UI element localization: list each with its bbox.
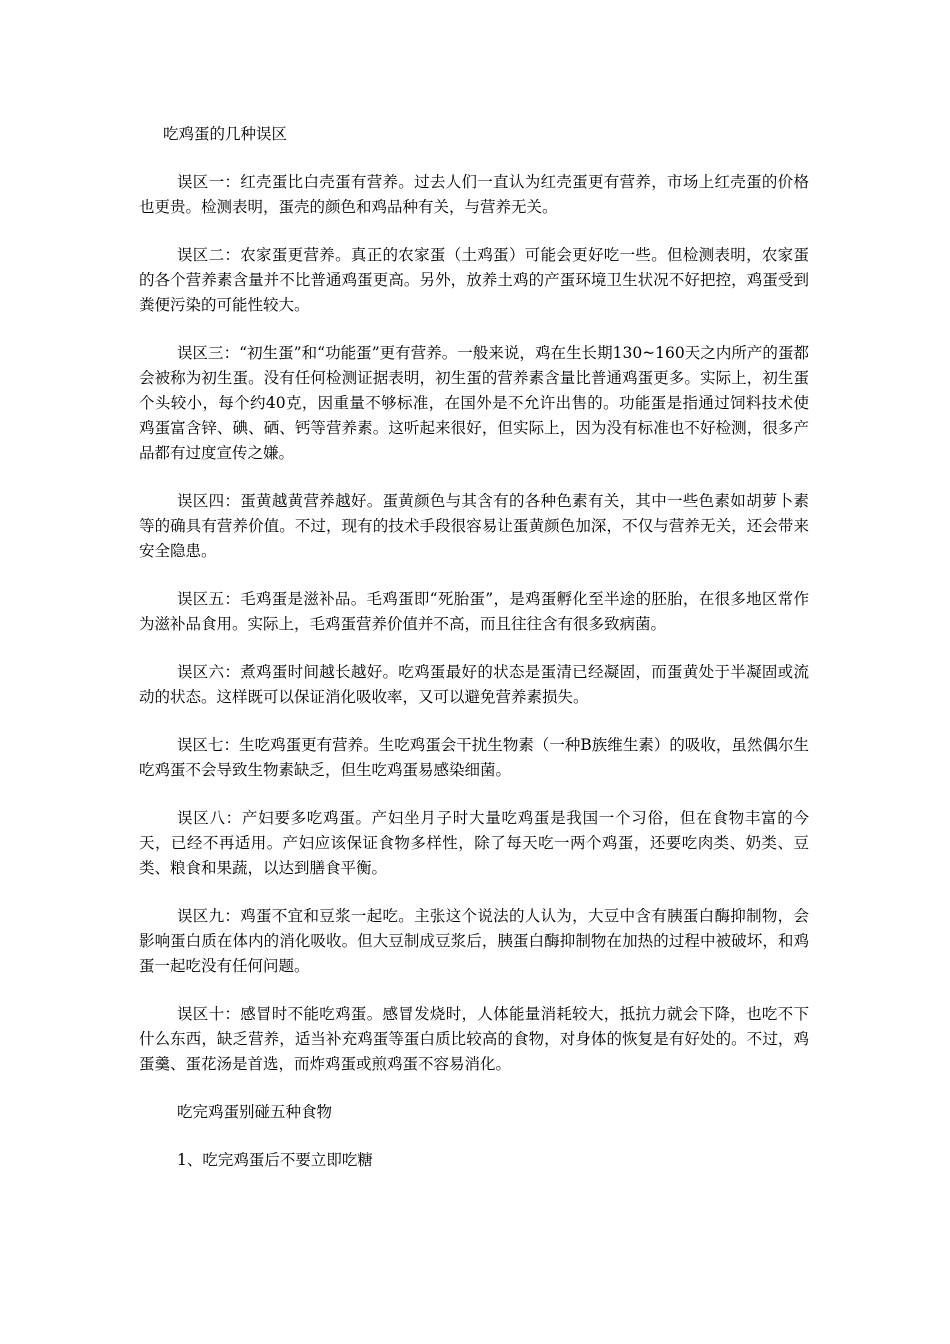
document-page <box>139 122 809 1196</box>
paragraph-myth-6: 误区六：煮鸡蛋时间越长越好。吃鸡蛋最好的状态是蛋清已经凝固，而蛋黄处于半凝固或流动的状态。这样既可以保证消化吸收率，又可以避免营养素损失。 <box>139 663 809 706</box>
paragraph-myth-10: 误区十：感冒时不能吃鸡蛋。感冒发烧时，人体能量消耗较大，抵抗力就会下降，也吃不下什么东西，缺乏营养，适当补充鸡蛋等蛋白质比较高的食物，对身体的恢复是有好处的。不过，鸡蛋羹、蛋花汤是首选，而炸鸡蛋或煎鸡蛋不容易消化。 <box>139 1005 809 1073</box>
paragraph-myth-2: 误区二：农家蛋更营养。真正的农家蛋（土鸡蛋）可能会更好吃一些。但检测表明，农家蛋的各个营养素含量并不比普通鸡蛋更高。另外，放养土鸡的产蛋环境卫生状况不好把控，鸡蛋受到粪便污染的可能性较大。 <box>139 246 809 314</box>
list-item: 1、吃完鸡蛋后不要立即吃糖 <box>177 1151 373 1169</box>
paragraph-myth-7: 误区七：生吃鸡蛋更有营养。生吃鸡蛋会干扰生物素（一种B族维生素）的吸收，虽然偶尔生吃鸡蛋不会导致生物素缺乏，但生吃鸡蛋易感染细菌。 <box>139 736 809 779</box>
paragraph-myth-4: 误区四：蛋黄越黄营养越好。蛋黄颜色与其含有的各种色素有关，其中一些色素如胡萝卜素等的确具有营养价值。不过，现有的技术手段很容易让蛋黄颜色加深，不仅与营养无关，还会带来安全隐患。 <box>139 492 809 560</box>
paragraph-myth-5: 误区五：毛鸡蛋是滋补品。毛鸡蛋即“死胎蛋”，是鸡蛋孵化至半途的胚胎，在很多地区常作为滋补品食用。实际上，毛鸡蛋营养价值并不高，而且往往含有很多致病菌。 <box>139 590 809 633</box>
document-title: 吃鸡蛋的几种误区 <box>163 125 288 143</box>
paragraph-myth-3: 误区三：“初生蛋”和“功能蛋”更有营养。一般来说，鸡在生长期130~160天之内所产的蛋都会被称为初生蛋。没有任何检测证据表明，初生蛋的营养素含量比普通鸡蛋更多。实际上，初生蛋个头较小，每个约40克，因重量不够标准，在国外是不允许出售的。功能蛋是指通过饲料技术使鸡蛋富含锌、碘、硒、钙等营养素。这听起来很好，但实际上，因为没有标准也不好检测，很多产品都有过度宣传之嫌。 <box>139 344 809 462</box>
paragraph-myth-1: 误区一：红壳蛋比白壳蛋有营养。过去人们一直认为红壳蛋更有营养，市场上红壳蛋的价格也更贵。检测表明，蛋壳的颜色和鸡品种有关，与营养无关。 <box>139 173 809 216</box>
paragraph-myth-9: 误区九：鸡蛋不宜和豆浆一起吃。主张这个说法的人认为，大豆中含有胰蛋白酶抑制物，会影响蛋白质在体内的消化吸收。但大豆制成豆浆后，胰蛋白酶抑制物在加热的过程中被破坏，和鸡蛋一起吃没有任何问题。 <box>139 907 809 975</box>
paragraph-myth-8: 误区八：产妇要多吃鸡蛋。产妇坐月子时大量吃鸡蛋是我国一个习俗，但在食物丰富的今天，已经不再适用。产妇应该保证食物多样性，除了每天吃一两个鸡蛋，还要吃肉类、奶类、豆类、粮食和果蔬，以达到膳食平衡。 <box>139 809 809 877</box>
section-heading: 吃完鸡蛋别碰五种食物 <box>177 1103 333 1121</box>
